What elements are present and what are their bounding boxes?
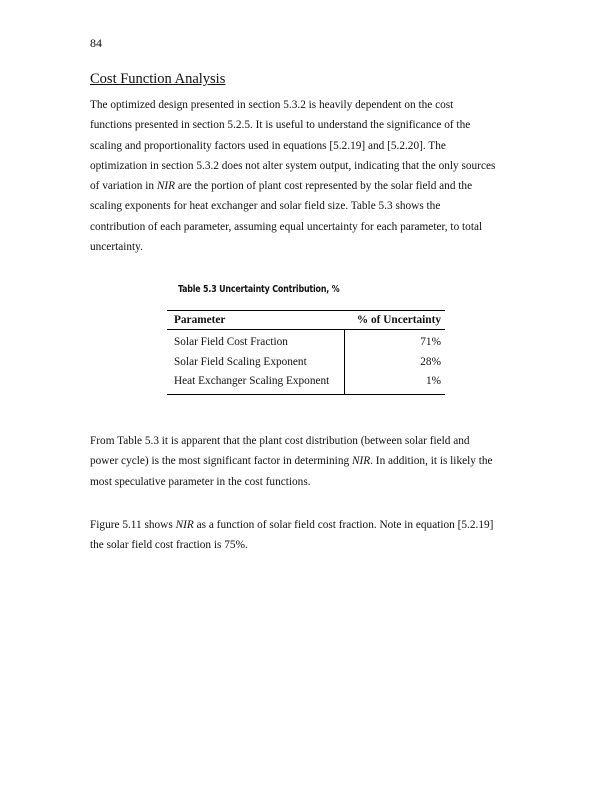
nir-term: NIR [156,180,176,193]
column-header-parameter: Parameter [167,311,345,330]
uncertainty-cell: 1% [345,372,445,394]
text-span: Figure 5.11 shows [90,519,176,531]
uncertainty-table [167,310,445,395]
text-span: of variation in [90,180,157,193]
text-line: uncertainty. [90,241,143,254]
parameter-cell: Solar Field Scaling Exponent [167,353,345,373]
text-line: functions presented in section 5.2.5. It is useful to understand the significance of the [90,119,471,132]
section-heading: Cost Function Analysis [90,71,226,87]
text-line: The optimized design presented in section 5.3.2 is heavily dependent on the cost [90,99,454,111]
uncertainty-cell: 28% [420,355,441,368]
table-row [167,372,445,394]
text-line: optimization in section 5.3.2 does not alter system output, indicating that the only sources [90,159,496,172]
text-line: the solar field cost fraction is 75%. [90,539,248,552]
table-row [167,353,445,373]
column-header-uncertainty: % of Uncertainty [345,311,445,330]
table-header-row [167,311,445,330]
paragraph-figure-reference [90,515,530,556]
parameter-cell: Heat Exchanger Scaling Exponent [167,372,345,394]
table-caption: Table 5.3 Uncertainty Contribution, % [178,284,340,295]
uncertainty-cell: 71% [420,336,441,348]
text-line: most speculative parameter in the cost functions. [90,475,311,488]
page-number: 84 [90,36,102,50]
nir-term: NIR [175,519,194,531]
nir-term: NIR [351,455,371,468]
paragraph-intro [90,95,530,257]
text-span: as a function of solar field cost fraction. Note in equation [5.2.19] [193,519,494,531]
parameter-cell: Solar Field Cost Fraction [167,330,345,353]
table-row [167,330,445,353]
text-line: From Table 5.3 it is apparent that the plant cost distribution (between solar field and [90,435,470,447]
paragraph-table-discussion [90,431,530,492]
text-line: scaling exponents for heat exchanger and solar field size. Table 5.3 shows the [90,200,441,213]
text-span: power cycle) is the most significant factor in determining [90,455,352,468]
text-line: contribution of each parameter, assuming equal uncertainty for each parameter, to total [90,220,483,233]
text-line [90,515,530,535]
text-line [90,451,530,471]
text-line: scaling and proportionality factors used in equations [5.2.19] and [5.2.20]. The [90,139,446,152]
text-span: . In addition, it is likely the [370,455,493,468]
text-line [90,176,530,196]
text-span: are the portion of plant cost represented by the solar field and the [175,180,473,193]
